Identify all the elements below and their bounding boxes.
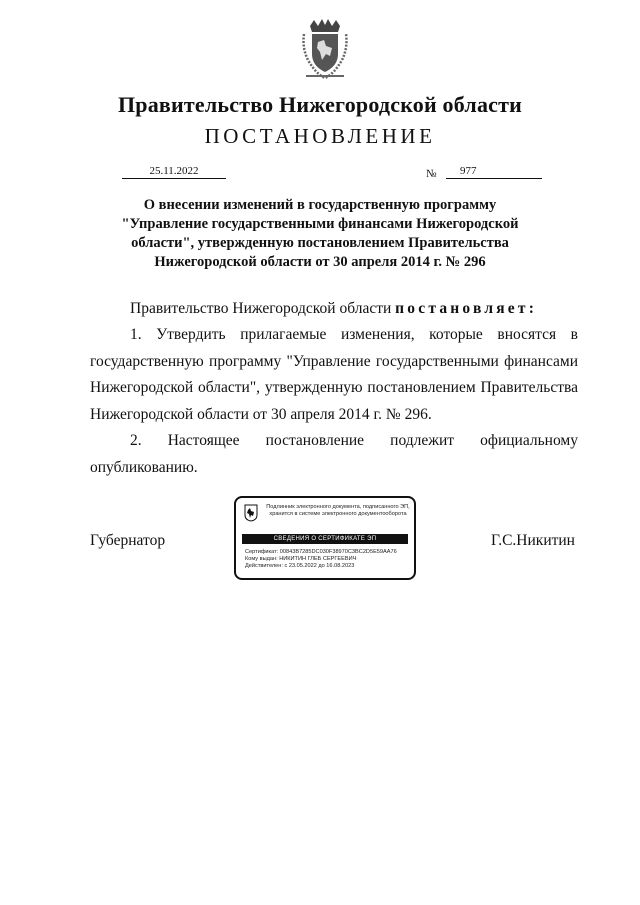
resolution-item-1: [90, 322, 578, 428]
signatory-name: Г.С.Никитин: [491, 532, 575, 549]
item1-word: прилагаемые: [240, 326, 327, 343]
subject-line: Нижегородской области от 30 апреля 2014 г. № 296: [154, 254, 486, 270]
coat-of-arms-icon: [300, 18, 350, 80]
certificate-number: Сертификат: 00843B7285DC030F38970C3BC2D5E59AA76: [245, 549, 397, 555]
subject-line: области", утвержденную постановлением Правительства: [131, 235, 509, 251]
item1-word: в: [570, 326, 578, 343]
resolution-item-2: [90, 428, 578, 481]
item1-word: 1.: [130, 326, 142, 343]
intro-resolves: постановляет:: [395, 300, 538, 317]
government-title: Правительство Нижегородской области: [117, 92, 522, 117]
document-date: 25.11.2022: [122, 165, 226, 179]
stamp-header: [264, 504, 412, 518]
item1-word: которые: [429, 326, 483, 343]
item1-line4: Нижегородской области от 30 апреля 2014 г. № 296.: [90, 405, 432, 423]
electronic-signature-stamp: [234, 496, 416, 580]
intro-prefix: Правительство Нижегородской области: [130, 300, 392, 317]
stamp-header-line: Подлинник электронного документа, подписанного ЭП,: [266, 504, 410, 510]
subject-line: О внесении изменений в государственную программу: [143, 197, 497, 213]
item2-line2: опубликованию.: [90, 458, 198, 476]
stamp-title-bar: СВЕДЕНИЯ О СЕРТИФИКАТЕ ЭП: [242, 534, 408, 544]
item2-line1: [90, 428, 578, 455]
number-sign: №: [426, 168, 437, 180]
item1-word: изменения,: [340, 326, 415, 343]
subject-line: "Управление государственными финансами Нижегородской: [121, 216, 519, 232]
item1-word: вносятся: [497, 326, 557, 343]
document-number: 977: [446, 165, 542, 179]
item2-word: постановление: [265, 432, 365, 449]
signatory-role: Губернатор: [90, 532, 166, 549]
item2-word: Настоящее: [167, 432, 240, 449]
item2-word: официальному: [480, 432, 578, 449]
resolution-intro: [90, 296, 578, 323]
certificate-details: [245, 549, 397, 571]
item1-word: Утвердить: [156, 326, 226, 343]
document-type: ПОСТАНОВЛЕНИЕ: [204, 124, 436, 148]
item1-line1: [90, 322, 578, 349]
deer-emblem-icon: [244, 504, 258, 522]
stamp-header-line: хранится в системе электронного документооборота: [269, 511, 407, 517]
certificate-validity: Действителен: с 23.05.2022 до 16.08.2023: [245, 563, 355, 570]
item1-line3: Нижегородской области", утвержденную постановлением Правительства: [90, 379, 578, 396]
certificate-owner: Кому выдан: НИКИТИН ГЛЕБ СЕРГЕЕВИЧ: [245, 556, 357, 563]
item2-word: 2.: [130, 432, 142, 449]
item1-line2: государственную программу "Управление государственными финансами: [90, 352, 578, 370]
item2-word: подлежит: [390, 432, 455, 449]
document-subject: [110, 196, 530, 272]
